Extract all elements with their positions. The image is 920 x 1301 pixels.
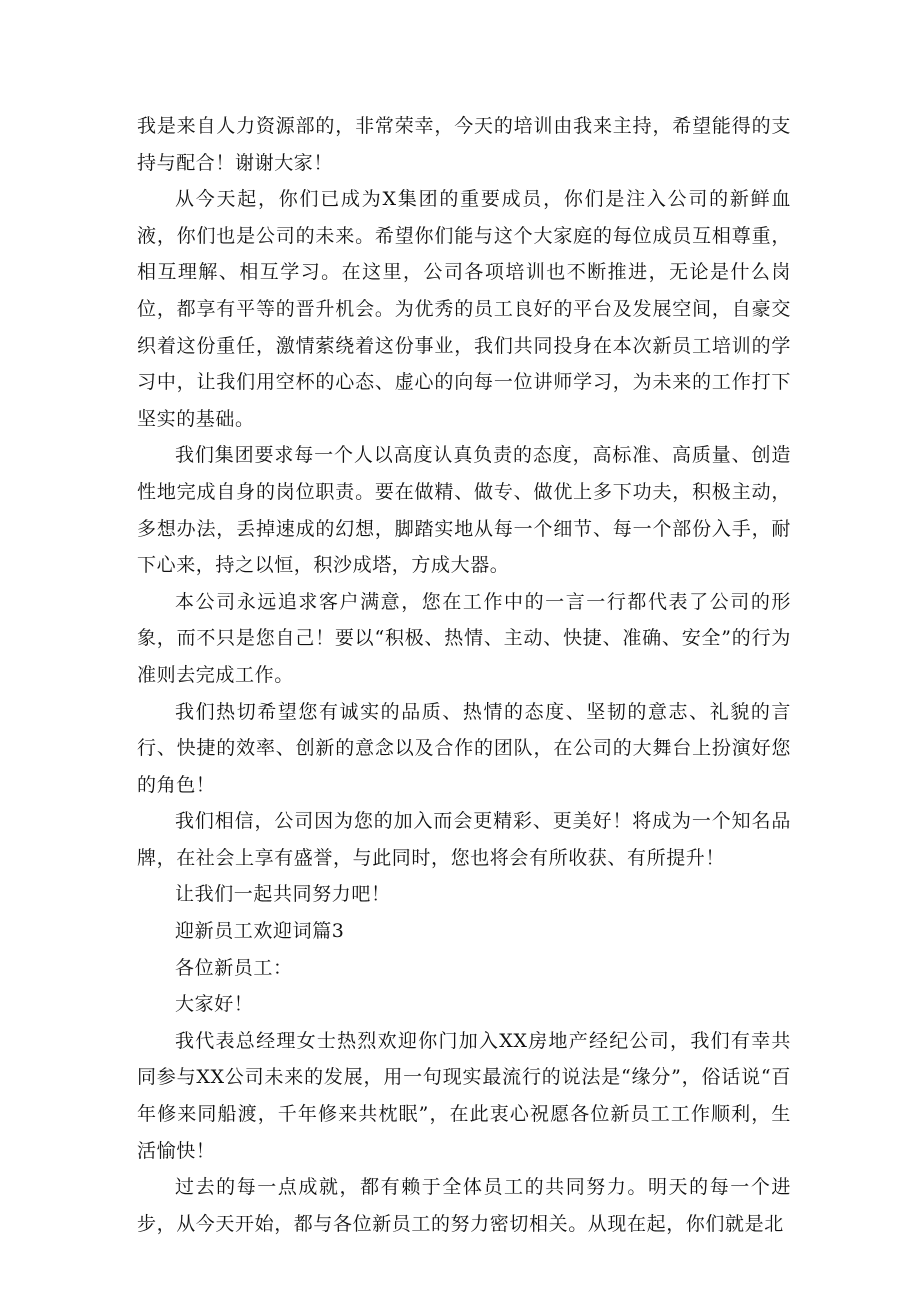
- paragraph-12: 过去的每一点成就，都有赖于全体员工的共同努力。明天的每一个进步，从今天开始，都与各位新员工的努力密切相关。从现在起，你们就是北: [137, 1176, 791, 1235]
- paragraph-5: 我们热切希望您有诚实的品质、热情的态度、坚韧的意志、礼貌的言行、快捷的效率、创新的意念以及合作的团队，在公司的大舞台上扮演好您的角色！: [137, 700, 791, 796]
- paragraph-2: 从今天起，你们已成为X集团的重要成员，你们是注入公司的新鲜血液，你们也是公司的未来。希望你们能与这个大家庭的每位成员互相尊重，相互理解、相互学习。在这里，公司各项培训也不断推进，无论是什么岗位，都享有平等的晋升机会。为优秀的员工良好的平台及发展空间，自豪交织着这份重任，激情萦绕着这份事业，我们共同投身在本次新员工培训的学习中，让我们用空杯的心态、虚心的向每一位讲师学习，为未来的工作打下坚实的基础。: [137, 188, 791, 430]
- paragraph-7: 让我们一起共同努力吧！: [175, 883, 391, 906]
- paragraph-3: 我们集团要求每一个人以高度认真负责的态度，高标准、高质量、创造性地完成自身的岗位职责。要在做精、做专、做优上多下功夫，积极主动，多想办法，丢掉速成的幻想，脚踏实地从每一个细节、每一个部份入手，耐下心来，持之以恒，积沙成塔，方成大器。: [137, 444, 791, 577]
- paragraph-1: 我是来自人力资源部的，非常荣幸，今天的培训由我来主持，希望能得的支持与配合！谢谢大家！: [137, 115, 791, 174]
- salutation: 各位新员工：: [175, 956, 293, 979]
- document-body: [137, 108, 791, 1242]
- paragraph-4: 本公司永远追求客户满意，您在工作中的一言一行都代表了公司的形象，而不只是您自己！要以“积极、热情、主动、快捷、准确、安全”的行为准则去完成工作。: [137, 590, 791, 686]
- section-heading: 迎新员工欢迎词篇3: [175, 920, 345, 943]
- greeting: 大家好！: [175, 993, 254, 1016]
- paragraph-6: 我们相信，公司因为您的加入而会更精彩、更美好！将成为一个知名品牌，在社会上享有盛誉，与此同时，您也将会有所收获、有所提升！: [137, 810, 791, 869]
- paragraph-11: 我代表总经理女士热烈欢迎你门加入XX房地产经纪公司，我们有幸共同参与XX公司未来的发展，用一句现实最流行的说法是“缘分”，俗话说“百年修来同船渡，千年修来共枕眠”，在此衷心祝愿各位新员工工作顺利，生活愉快！: [137, 1029, 791, 1162]
